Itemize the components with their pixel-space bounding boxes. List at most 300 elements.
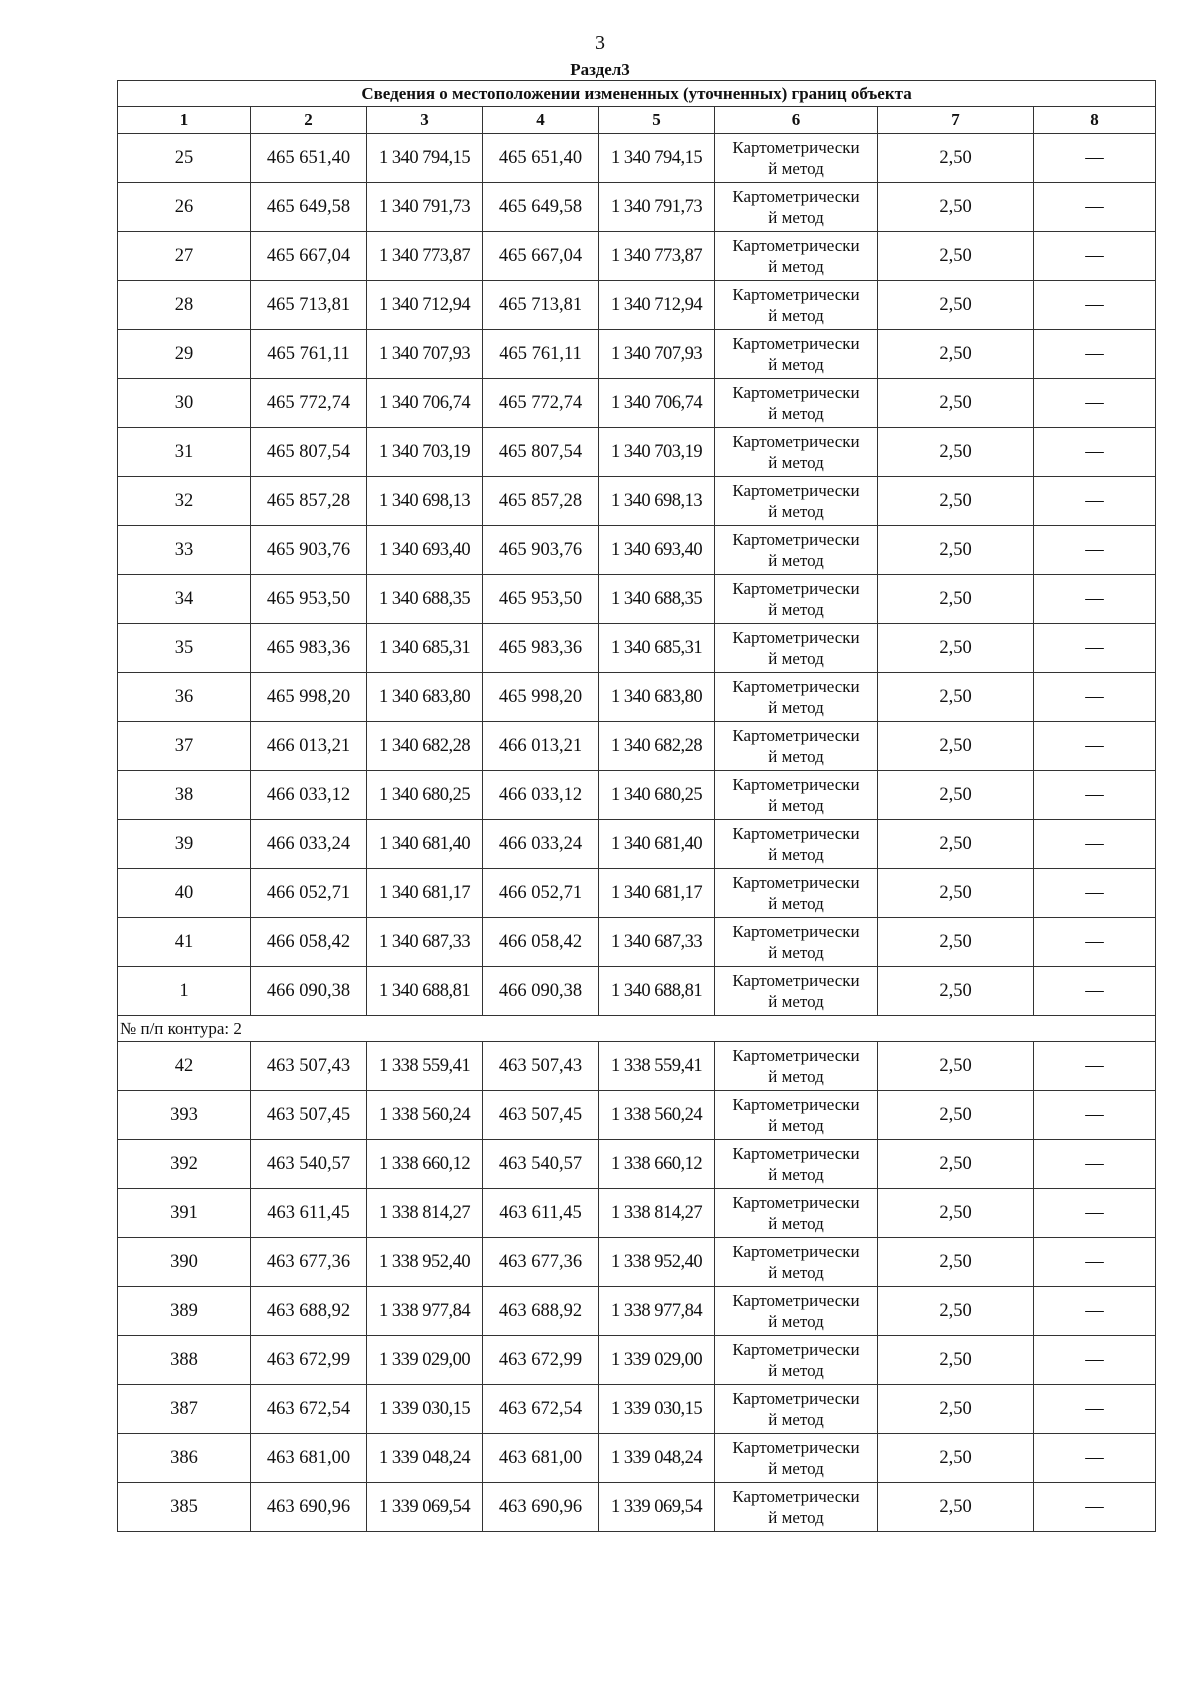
accuracy-cell: 2,50 [878,771,1034,820]
refined-y-cell: 1 340 681,17 [599,869,715,918]
refined-x-cell: 466 013,21 [483,722,599,771]
existing-x-cell: 463 540,57 [251,1140,367,1189]
table-row [118,1189,1156,1238]
table-row [118,1336,1156,1385]
method-line: й метод [768,600,824,619]
table-row [118,771,1156,820]
method-cell [715,575,878,624]
refined-x-cell: 463 677,36 [483,1238,599,1287]
method-line: Картометрически [732,1095,860,1114]
accuracy-cell: 2,50 [878,967,1034,1016]
refined-y-cell: 1 340 791,73 [599,183,715,232]
existing-x-cell: 463 688,92 [251,1287,367,1336]
accuracy-cell: 2,50 [878,281,1034,330]
accuracy-cell: 2,50 [878,1140,1034,1189]
accuracy-cell: 2,50 [878,428,1034,477]
table-row [118,820,1156,869]
note-cell: — [1034,379,1156,428]
point-number-cell: 35 [118,624,251,673]
method-line: Картометрически [732,432,860,451]
existing-x-cell: 466 090,38 [251,967,367,1016]
method-cell [715,281,878,330]
method-line: й метод [768,306,824,325]
note-cell: — [1034,134,1156,183]
table-caption: Сведения о местоположении измененных (уточненных) границ объекта [118,81,1156,107]
refined-x-cell: 465 998,20 [483,673,599,722]
table-row [118,526,1156,575]
method-cell [715,673,878,722]
refined-y-cell: 1 340 680,25 [599,771,715,820]
point-number-cell: 40 [118,869,251,918]
existing-x-cell: 465 953,50 [251,575,367,624]
table-row [118,722,1156,771]
refined-x-cell: 463 681,00 [483,1434,599,1483]
existing-y-cell: 1 340 703,19 [367,428,483,477]
method-line: й метод [768,1214,824,1233]
method-cell [715,379,878,428]
point-number-cell: 390 [118,1238,251,1287]
existing-y-cell: 1 340 682,28 [367,722,483,771]
refined-x-cell: 465 953,50 [483,575,599,624]
method-line: Картометрически [732,1340,860,1359]
point-number-cell: 392 [118,1140,251,1189]
page-number: 3 [595,32,605,54]
method-cell [715,1042,878,1091]
method-line: Картометрически [732,481,860,500]
note-cell: — [1034,526,1156,575]
point-number-cell: 385 [118,1483,251,1532]
refined-y-cell: 1 338 952,40 [599,1238,715,1287]
refined-y-cell: 1 339 029,00 [599,1336,715,1385]
method-line: й метод [768,1263,824,1282]
boundary-coordinates-table [117,80,1156,1532]
existing-x-cell: 465 998,20 [251,673,367,722]
method-line: Картометрически [732,775,860,794]
refined-x-cell: 463 672,54 [483,1385,599,1434]
note-cell: — [1034,722,1156,771]
existing-x-cell: 463 507,43 [251,1042,367,1091]
refined-y-cell: 1 340 688,81 [599,967,715,1016]
accuracy-cell: 2,50 [878,1287,1034,1336]
existing-x-cell: 466 058,42 [251,918,367,967]
accuracy-cell: 2,50 [878,820,1034,869]
method-cell [715,1336,878,1385]
accuracy-cell: 2,50 [878,1042,1034,1091]
existing-x-cell: 465 667,04 [251,232,367,281]
table-row [118,1434,1156,1483]
point-number-cell: 386 [118,1434,251,1483]
method-line: й метод [768,453,824,472]
point-number-cell: 387 [118,1385,251,1434]
refined-y-cell: 1 340 682,28 [599,722,715,771]
method-line: й метод [768,698,824,717]
note-cell: — [1034,1140,1156,1189]
method-line: Картометрически [732,334,860,353]
method-line: й метод [768,1508,824,1527]
existing-x-cell: 465 857,28 [251,477,367,526]
table-row [118,477,1156,526]
existing-y-cell: 1 340 683,80 [367,673,483,722]
point-number-cell: 1 [118,967,251,1016]
table-row [118,428,1156,477]
refined-x-cell: 466 052,71 [483,869,599,918]
refined-y-cell: 1 338 977,84 [599,1287,715,1336]
existing-y-cell: 1 340 698,13 [367,477,483,526]
existing-y-cell: 1 340 707,93 [367,330,483,379]
accuracy-cell: 2,50 [878,1434,1034,1483]
table-row [118,1042,1156,1091]
refined-y-cell: 1 340 685,31 [599,624,715,673]
point-number-cell: 32 [118,477,251,526]
accuracy-cell: 2,50 [878,1483,1034,1532]
method-cell [715,624,878,673]
refined-y-cell: 1 338 560,24 [599,1091,715,1140]
note-cell: — [1034,1238,1156,1287]
note-cell: — [1034,330,1156,379]
note-cell: — [1034,1336,1156,1385]
method-line: й метод [768,1312,824,1331]
existing-x-cell: 466 052,71 [251,869,367,918]
column-header: 7 [878,107,1034,134]
refined-x-cell: 465 667,04 [483,232,599,281]
table-row [118,1140,1156,1189]
column-header: 6 [715,107,878,134]
existing-x-cell: 465 651,40 [251,134,367,183]
existing-y-cell: 1 340 687,33 [367,918,483,967]
method-cell [715,1483,878,1532]
refined-x-cell: 463 611,45 [483,1189,599,1238]
method-line: й метод [768,208,824,227]
refined-x-cell: 463 507,45 [483,1091,599,1140]
method-cell [715,1140,878,1189]
existing-y-cell: 1 340 681,17 [367,869,483,918]
existing-y-cell: 1 340 688,35 [367,575,483,624]
refined-x-cell: 463 672,99 [483,1336,599,1385]
refined-y-cell: 1 340 681,40 [599,820,715,869]
method-line: й метод [768,1459,824,1478]
method-line: Картометрически [732,726,860,745]
existing-y-cell: 1 340 688,81 [367,967,483,1016]
refined-x-cell: 465 772,74 [483,379,599,428]
refined-x-cell: 465 983,36 [483,624,599,673]
accuracy-cell: 2,50 [878,624,1034,673]
existing-x-cell: 463 677,36 [251,1238,367,1287]
existing-y-cell: 1 338 559,41 [367,1042,483,1091]
note-cell: — [1034,1042,1156,1091]
method-line: Картометрически [732,187,860,206]
method-line: Картометрически [732,530,860,549]
point-number-cell: 25 [118,134,251,183]
method-line: й метод [768,551,824,570]
table-row [118,1287,1156,1336]
refined-x-cell: 463 688,92 [483,1287,599,1336]
point-number-cell: 29 [118,330,251,379]
point-number-cell: 388 [118,1336,251,1385]
method-line: Картометрически [732,236,860,255]
note-cell: — [1034,1385,1156,1434]
contour-label: № п/п контура: 2 [118,1016,1156,1042]
note-cell: — [1034,183,1156,232]
existing-y-cell: 1 338 952,40 [367,1238,483,1287]
existing-x-cell: 463 672,54 [251,1385,367,1434]
existing-y-cell: 1 340 680,25 [367,771,483,820]
method-cell [715,918,878,967]
accuracy-cell: 2,50 [878,232,1034,281]
column-header: 1 [118,107,251,134]
method-line: Картометрически [732,383,860,402]
method-cell [715,1238,878,1287]
existing-x-cell: 463 611,45 [251,1189,367,1238]
accuracy-cell: 2,50 [878,134,1034,183]
accuracy-cell: 2,50 [878,1091,1034,1140]
existing-y-cell: 1 340 706,74 [367,379,483,428]
refined-y-cell: 1 340 794,15 [599,134,715,183]
existing-y-cell: 1 340 681,40 [367,820,483,869]
existing-y-cell: 1 340 712,94 [367,281,483,330]
method-line: й метод [768,159,824,178]
refined-x-cell: 465 857,28 [483,477,599,526]
method-line: й метод [768,1361,824,1380]
note-cell: — [1034,1091,1156,1140]
note-cell: — [1034,1287,1156,1336]
column-header: 3 [367,107,483,134]
accuracy-cell: 2,50 [878,330,1034,379]
refined-y-cell: 1 338 814,27 [599,1189,715,1238]
existing-x-cell: 466 033,12 [251,771,367,820]
note-cell: — [1034,281,1156,330]
refined-x-cell: 463 507,43 [483,1042,599,1091]
refined-x-cell: 466 090,38 [483,967,599,1016]
method-line: Картометрически [732,579,860,598]
point-number-cell: 30 [118,379,251,428]
table-row [118,330,1156,379]
refined-y-cell: 1 340 698,13 [599,477,715,526]
method-cell [715,820,878,869]
method-line: Картометрически [732,1438,860,1457]
existing-y-cell: 1 339 029,00 [367,1336,483,1385]
accuracy-cell: 2,50 [878,673,1034,722]
method-line: Картометрически [732,628,860,647]
table-row [118,575,1156,624]
existing-x-cell: 466 013,21 [251,722,367,771]
accuracy-cell: 2,50 [878,1238,1034,1287]
existing-y-cell: 1 338 560,24 [367,1091,483,1140]
existing-y-cell: 1 340 693,40 [367,526,483,575]
point-number-cell: 27 [118,232,251,281]
existing-y-cell: 1 338 814,27 [367,1189,483,1238]
accuracy-cell: 2,50 [878,1385,1034,1434]
contour-separator-row [118,1016,1156,1042]
refined-y-cell: 1 338 660,12 [599,1140,715,1189]
method-cell [715,134,878,183]
point-number-cell: 33 [118,526,251,575]
point-number-cell: 37 [118,722,251,771]
method-cell [715,330,878,379]
method-line: Картометрически [732,824,860,843]
method-line: й метод [768,796,824,815]
existing-x-cell: 463 690,96 [251,1483,367,1532]
point-number-cell: 42 [118,1042,251,1091]
existing-y-cell: 1 340 791,73 [367,183,483,232]
method-line: й метод [768,355,824,374]
refined-y-cell: 1 340 707,93 [599,330,715,379]
method-line: й метод [768,1165,824,1184]
refined-y-cell: 1 340 683,80 [599,673,715,722]
method-line: Картометрически [732,922,860,941]
refined-x-cell: 466 058,42 [483,918,599,967]
method-cell [715,1091,878,1140]
point-number-cell: 31 [118,428,251,477]
method-line: Картометрически [732,285,860,304]
existing-y-cell: 1 338 660,12 [367,1140,483,1189]
existing-y-cell: 1 340 773,87 [367,232,483,281]
accuracy-cell: 2,50 [878,526,1034,575]
refined-x-cell: 465 651,40 [483,134,599,183]
point-number-cell: 389 [118,1287,251,1336]
refined-y-cell: 1 338 559,41 [599,1042,715,1091]
table-row [118,183,1156,232]
existing-y-cell: 1 338 977,84 [367,1287,483,1336]
existing-x-cell: 463 507,45 [251,1091,367,1140]
refined-y-cell: 1 339 048,24 [599,1434,715,1483]
table-row [118,281,1156,330]
accuracy-cell: 2,50 [878,379,1034,428]
accuracy-cell: 2,50 [878,1189,1034,1238]
point-number-cell: 34 [118,575,251,624]
note-cell: — [1034,673,1156,722]
note-cell: — [1034,1189,1156,1238]
note-cell: — [1034,771,1156,820]
method-line: й метод [768,649,824,668]
table-row [118,1091,1156,1140]
point-number-cell: 41 [118,918,251,967]
existing-y-cell: 1 339 030,15 [367,1385,483,1434]
note-cell: — [1034,1483,1156,1532]
method-cell [715,722,878,771]
method-line: Картометрически [732,1193,860,1212]
method-line: й метод [768,845,824,864]
existing-x-cell: 465 807,54 [251,428,367,477]
refined-y-cell: 1 340 687,33 [599,918,715,967]
column-header: 5 [599,107,715,134]
method-cell [715,771,878,820]
column-header: 4 [483,107,599,134]
refined-y-cell: 1 340 703,19 [599,428,715,477]
point-number-cell: 26 [118,183,251,232]
point-number-cell: 36 [118,673,251,722]
column-header: 2 [251,107,367,134]
column-header: 8 [1034,107,1156,134]
method-line: Картометрически [732,1242,860,1261]
note-cell: — [1034,1434,1156,1483]
method-cell [715,967,878,1016]
table-row [118,918,1156,967]
existing-x-cell: 463 672,99 [251,1336,367,1385]
existing-y-cell: 1 339 048,24 [367,1434,483,1483]
table-row [118,1385,1156,1434]
accuracy-cell: 2,50 [878,918,1034,967]
point-number-cell: 391 [118,1189,251,1238]
note-cell: — [1034,918,1156,967]
method-line: Картометрически [732,1046,860,1065]
table-row [118,869,1156,918]
method-line: й метод [768,1116,824,1135]
table-row [118,134,1156,183]
accuracy-cell: 2,50 [878,477,1034,526]
table-row [118,673,1156,722]
method-line: й метод [768,1410,824,1429]
method-line: Картометрически [732,1291,860,1310]
method-cell [715,232,878,281]
existing-y-cell: 1 340 794,15 [367,134,483,183]
existing-x-cell: 466 033,24 [251,820,367,869]
note-cell: — [1034,477,1156,526]
refined-x-cell: 465 649,58 [483,183,599,232]
refined-y-cell: 1 340 688,35 [599,575,715,624]
table-row [118,1483,1156,1532]
method-line: Картометрически [732,873,860,892]
existing-y-cell: 1 340 685,31 [367,624,483,673]
existing-x-cell: 465 772,74 [251,379,367,428]
point-number-cell: 39 [118,820,251,869]
method-line: й метод [768,1067,824,1086]
method-cell [715,1434,878,1483]
existing-x-cell: 465 713,81 [251,281,367,330]
note-cell: — [1034,575,1156,624]
table-row [118,1238,1156,1287]
method-cell [715,869,878,918]
method-line: Картометрически [732,1487,860,1506]
note-cell: — [1034,869,1156,918]
refined-x-cell: 465 807,54 [483,428,599,477]
refined-y-cell: 1 340 712,94 [599,281,715,330]
section-title: Раздел3 [570,60,630,79]
method-line: Картометрически [732,1389,860,1408]
point-number-cell: 28 [118,281,251,330]
method-cell [715,1189,878,1238]
table-row [118,232,1156,281]
note-cell: — [1034,624,1156,673]
table-row [118,967,1156,1016]
method-line: й метод [768,943,824,962]
note-cell: — [1034,820,1156,869]
method-cell [715,477,878,526]
method-cell [715,1385,878,1434]
existing-x-cell: 463 681,00 [251,1434,367,1483]
point-number-cell: 38 [118,771,251,820]
accuracy-cell: 2,50 [878,722,1034,771]
accuracy-cell: 2,50 [878,869,1034,918]
refined-y-cell: 1 340 773,87 [599,232,715,281]
existing-y-cell: 1 339 069,54 [367,1483,483,1532]
method-line: й метод [768,257,824,276]
accuracy-cell: 2,50 [878,183,1034,232]
method-line: Картометрически [732,1144,860,1163]
refined-x-cell: 465 903,76 [483,526,599,575]
method-cell [715,1287,878,1336]
refined-x-cell: 466 033,24 [483,820,599,869]
method-line: й метод [768,404,824,423]
method-line: й метод [768,894,824,913]
refined-y-cell: 1 340 693,40 [599,526,715,575]
method-line: й метод [768,747,824,766]
existing-x-cell: 465 761,11 [251,330,367,379]
note-cell: — [1034,232,1156,281]
existing-x-cell: 465 903,76 [251,526,367,575]
refined-y-cell: 1 339 069,54 [599,1483,715,1532]
method-line: Картометрически [732,138,860,157]
method-cell [715,183,878,232]
